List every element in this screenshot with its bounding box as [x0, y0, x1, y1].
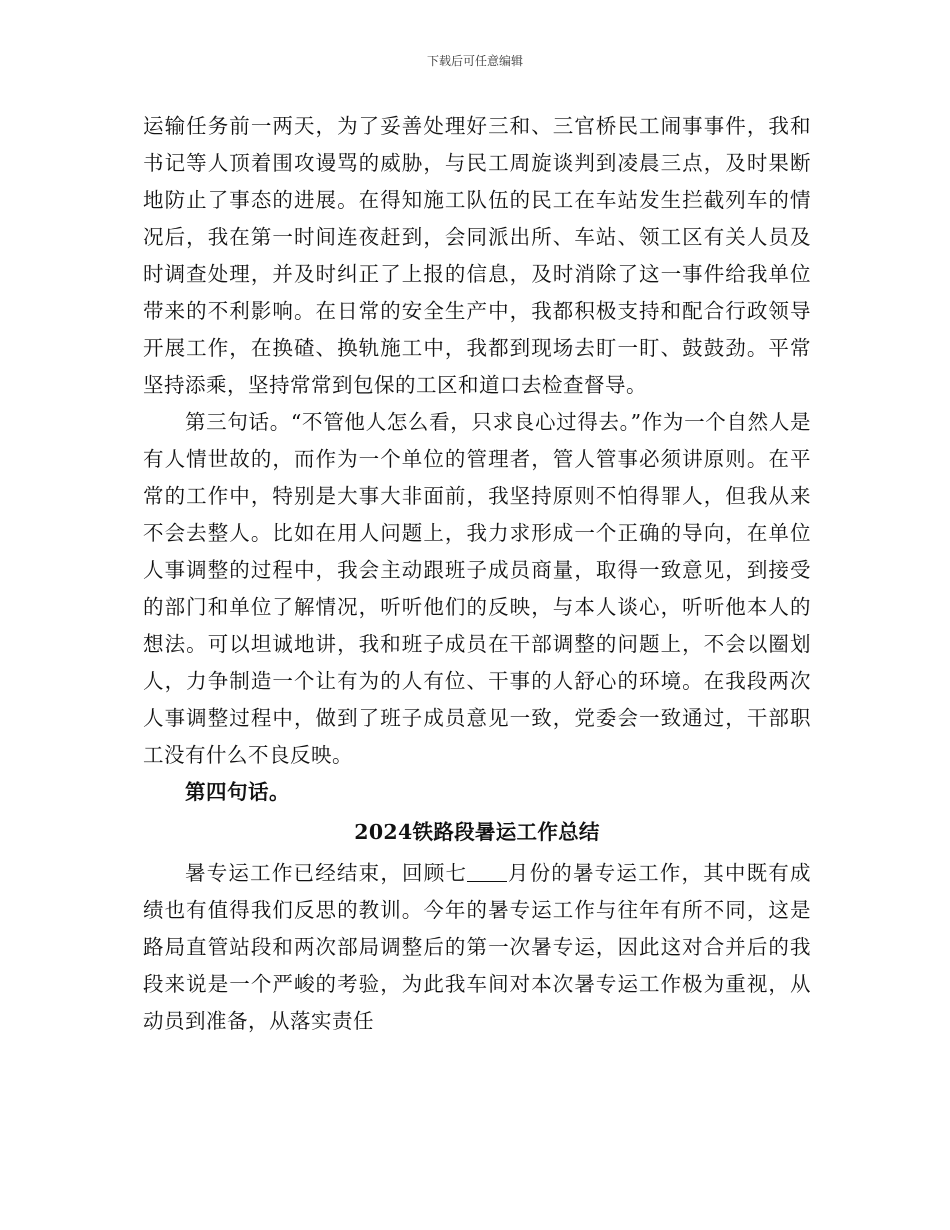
- section-title: 2024铁路段暑运工作总结: [354, 820, 600, 844]
- paragraph-4-part-1: 暑专运工作已经结束，回顾七: [185, 861, 468, 885]
- paragraph-2: 第三句话。“不管他人怎么看，只求良心过得去。”作为一个自然人是有人情世故的，而作为一个单位的管理者，管人管事必须讲原则。在平常的工作中，特别是大事大非面前，我坚持原则不怕得罪人，但我从来不会去整人。比如在用人问题上，我力求形成一个正确的导向，在单位人事调整的过程中，我会主动跟班子成员商量，取得一致意见，到接受的部门和单位了解情况，听听他们的反映，与本人谈心，听听他本人的想法。可以坦诚地讲，我和班子成员在干部调整的问题上，不会以圈划人，力争制造一个让有为的人有位、干事的人舒心的环境。在我段两次人事调整过程中，做到了班子成员意见一致，党委会一致通过，干部职工没有什么不良反映。: [143, 410, 811, 767]
- fill-in-blank: [467, 861, 507, 883]
- paragraph-4: [143, 855, 811, 1040]
- document-body: [143, 108, 811, 1040]
- paragraph-3-heading: 第四句话。: [185, 780, 290, 804]
- page-header: 下载后可任意编辑: [426, 54, 523, 68]
- paragraph-4-part-2: 月份的暑专运工作，其中既有成绩也有值得我们反思的教训。今年的暑专运工作与往年有所不同，这是路局直管站段和两次部局调整后的第一次暑专运，因此这对合并后的我段来说是一个严峻的考验，为此我车间对本次暑专运工作极为重视，从动员到准备，从落实责任: [143, 861, 812, 1033]
- paragraph-1: 运输任务前一两天，为了妥善处理好三和、三官桥民工闹事事件，我和书记等人顶着围攻谩骂的威胁，与民工周旋谈判到凌晨三点，及时果断地防止了事态的进展。在得知施工队伍的民工在车站发生拦截列车的情况后，我在第一时间连夜赶到，会同派出所、车站、领工区有关人员及时调查处理，并及时纠正了上报的信息，及时消除了这一事件给我单位带来的不利影响。在日常的安全生产中，我都积极支持和配合行政领导开展工作，在换碴、换轨施工中，我都到现场去盯一盯、鼓鼓劲。平常坚持添乘，坚持常常到包保的工区和道口去检查督导。: [143, 114, 811, 397]
